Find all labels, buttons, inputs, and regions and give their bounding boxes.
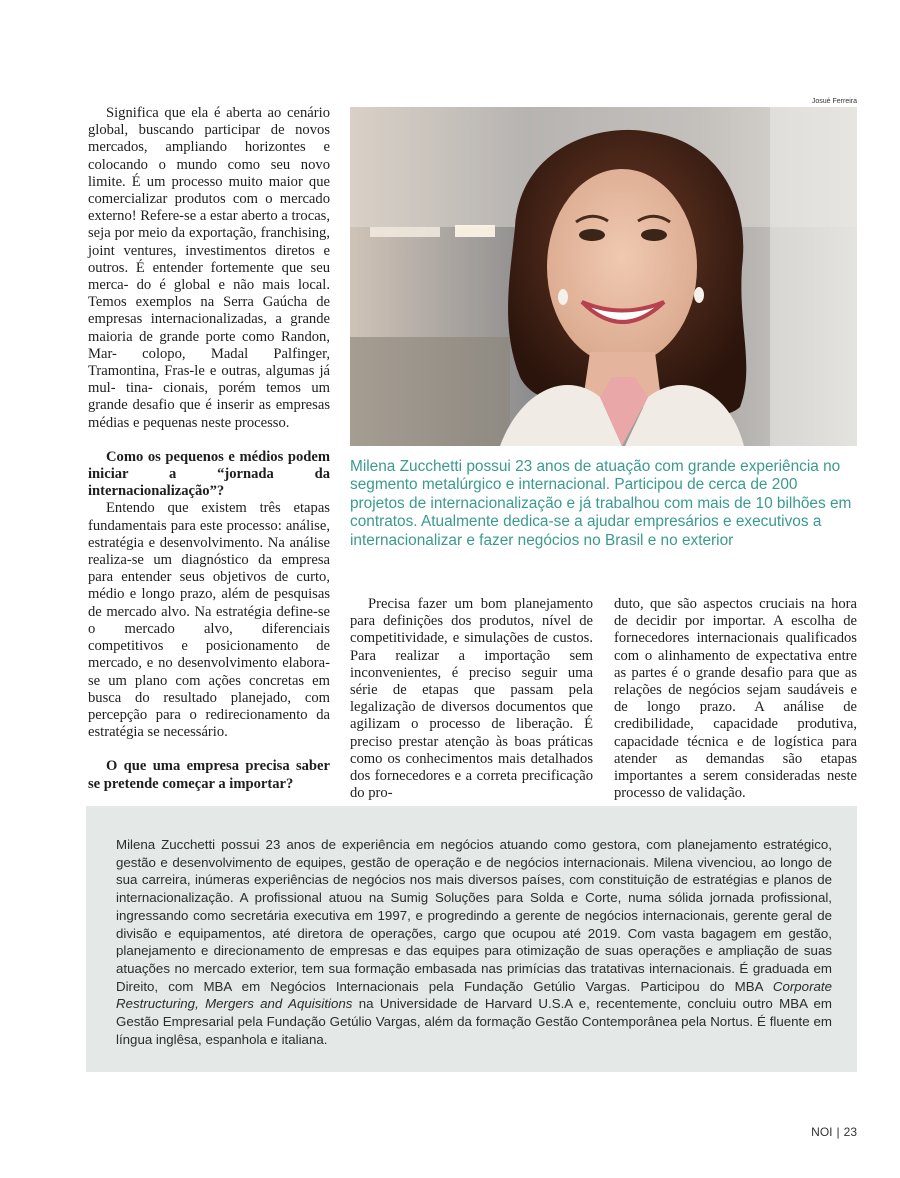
mba-program-name: Corporate Restructuring, Mergers and Aquisitions	[116, 978, 832, 1012]
magazine-name: NOI	[811, 1125, 833, 1139]
right-text-column	[614, 596, 857, 802]
bio-text-part: Milena Zucchetti possui 23 anos de experiência em negócios atuando como gestora, com planejamento estratégico, gestão e desenvolvimento de equipes, gestão de operação e de negócios internacionais. Milena vivenciou, ao longo de sua carreira, inúmeras experiências de negócios nos mais diversos países, com constituição de estratégias e planos de internacionalização. A profissional atuou na Sumig Soluções para Solda e Corte, numa sólida jornada profissional, ingressando como secretária executiva em 1997, e progredindo a gerente de negócios internacionais, gerente geral de divisão e equipamentos, até diretora de operações, cargo que ocupou até 2019. Com vasta bagagem em gestão, planejamento e direcionamento de empresas e das equipes para otimização de suas operações e ampliação de suas atuações no mercado exterior, tem sua formação embasada nas primícias das tratativas internacionais. É graduada em Direito, com MBA em Negócios Internacionais pela Fundação Getúlio Vargas. Participou do MBA	[116, 837, 832, 994]
photo-caption: Milena Zucchetti possui 23 anos de atuação com grande experiência no segmento metalúrgico e internacional. Participou de cerca de 200 projetos de internacionalização e já trabalhou com mais de 10 bilhões em contratos. Atualmente dedica-se a ajudar empresários e executivos a internacionalizar e fazer negócios no Brasil e no exterior	[350, 458, 852, 549]
interview-question: Como os pequenos e médios podem iniciar a “jornada da internacionalização”?	[88, 448, 330, 500]
photo-credit: Josué Ferreira	[811, 98, 857, 105]
portrait-photo	[350, 107, 857, 446]
bio-text-part: na Universidade de Harvard U.S.A e, recentemente, concluiu outro MBA em Gestão Empresarial pela Fundação Getúlio Vargas, além da formação Gestão Contemporânea pela Nortus. É fluente em língua inglêsa, espanhola e italiana.	[116, 996, 832, 1047]
footer-separator: |	[836, 1125, 840, 1139]
interview-question: O que uma empresa precisa saber se pretende começar a importar?	[88, 758, 330, 792]
left-text-column	[88, 105, 330, 793]
paragraph: duto, que são aspectos cruciais na hora de decidir por importar. A escolha de fornecedores internacionais qualificados com o alinhamento de expectativa entre as partes é o grande desafio para que as relações de negócios sejam saudáveis e de longo prazo. A análise de credibilidade, capacidade produtiva, capacidade técnica e de logística para atender as demandas são etapas importantes a serem consideradas neste processo de validação.	[614, 596, 857, 802]
paragraph: Entendo que existem três etapas fundamentais para este processo: análise, estratégia e desenvolvimento. Na análise realiza-se um diagnóstico da empresa para entender seus objetivos de curto, médio e longo prazo, além de pesquisas de mercado alvo. Na estratégia define-se o mercado alvo, diferenciais competitivos e posicionamento de mercado, e no desenvolvimento elabora-se um plano com ações concretas em busca do resultado planejado, com percepção para o redirecionamento da estratégia se necessário.	[88, 500, 330, 741]
page-footer	[811, 1125, 857, 1139]
bio-text	[116, 836, 832, 1048]
paragraph: Precisa fazer um bom planejamento para definições dos produtos, nível de competitividade, e simulações de custos. Para realizar a importação sem inconvenientes, é preciso seguir uma série de etapas que passam pela legalização de diversos documentos que agilizam o processo de liberação. É preciso prestar atenção às boas práticas como os conhecimentos mais detalhados dos fornecedores e a correta precificação do pro-	[350, 596, 593, 802]
paragraph: Significa que ela é aberta ao cenário global, buscando participar de novos mercados, ampliando horizontes e colocando o mundo como seu novo limite. É um processo muito maior que comercializar produtos com o mercado externo! Refere-se a estar aberto a trocas, seja por meio da exportação, franchising, joint ventures, investimentos diretos e outros. É entender fortemente que seu merca- do é global e não mais local. Temos exemplos na Serra Gaúcha de empresas internacionalizadas, a grande maioria de grande porte como Randon, Mar- colopo, Madal Palfinger, Tramontina, Fras-le e outras, algumas já mul- tina- cionais, porém temos um grande desafio que é inserir as empresas médias e pequenas neste processo.	[88, 105, 330, 431]
page-number: 23	[843, 1125, 857, 1139]
middle-text-column	[350, 596, 593, 802]
portrait-image	[350, 107, 857, 446]
